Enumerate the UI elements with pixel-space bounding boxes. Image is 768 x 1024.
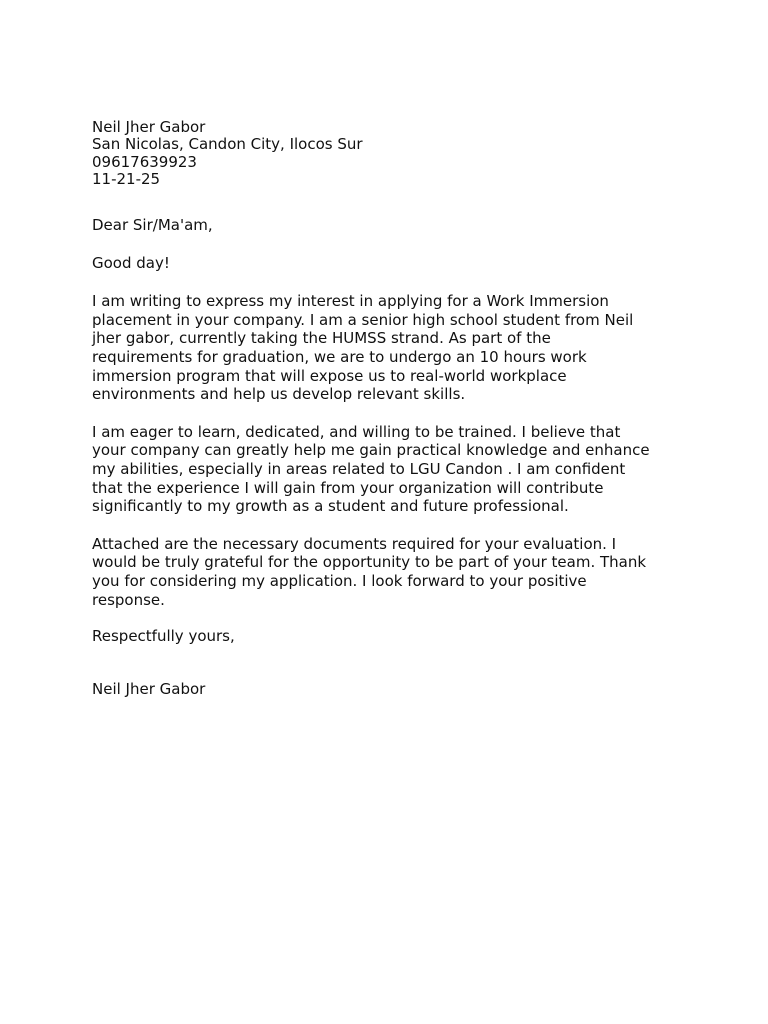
paragraph-line: you for considering my application. I look forward to your positive bbox=[92, 571, 587, 590]
paragraph-line: I am writing to express my interest in applying for a Work Immersion bbox=[92, 292, 609, 311]
sender-name: Neil Jher Gabor bbox=[92, 118, 206, 136]
paragraph-line: environments and help us develop relevant skills. bbox=[92, 385, 466, 404]
greeting: Good day! bbox=[92, 253, 170, 272]
salutation: Dear Sir/Ma'am, bbox=[92, 216, 213, 235]
signature-name: Neil Jher Gabor bbox=[92, 679, 206, 698]
paragraph-line: immersion program that will expose us to real-world workplace bbox=[92, 366, 567, 385]
paragraph-line: would be truly grateful for the opportunity to be part of your team. Thank bbox=[92, 553, 647, 572]
sender-block bbox=[92, 119, 682, 188]
paragraph-line: Attached are the necessary documents required for your evaluation. I bbox=[92, 534, 617, 553]
sender-address: San Nicolas, Candon City, Ilocos Sur bbox=[92, 135, 363, 154]
paragraph-1 bbox=[92, 292, 682, 404]
letter-date: 11-21-25 bbox=[92, 169, 161, 188]
closing: Respectfully yours, bbox=[92, 627, 235, 646]
paragraph-line: significantly to my growth as a student and future professional. bbox=[92, 497, 569, 516]
paragraph-line: your company can greatly help me gain practical knowledge and enhance bbox=[92, 441, 650, 460]
paragraph-line: that the experience I will gain from your organization will contribute bbox=[92, 478, 604, 497]
paragraph-line: my abilities, especially in areas related to LGU Candon . I am confident bbox=[92, 459, 626, 478]
letter-body bbox=[92, 119, 682, 698]
paragraph-line: jher gabor, currently taking the HUMSS strand. As part of the bbox=[92, 329, 551, 348]
paragraph-line: requirements for graduation, we are to undergo an 10 hours work bbox=[92, 347, 587, 366]
paragraph-line: placement in your company. I am a senior high school student from Neil bbox=[92, 310, 634, 329]
paragraph-line: response. bbox=[92, 590, 165, 609]
sender-phone: 09617639923 bbox=[92, 152, 197, 171]
paragraph-3 bbox=[92, 535, 682, 609]
paragraph-2 bbox=[92, 423, 682, 516]
paragraph-line: I am eager to learn, dedicated, and willing to be trained. I believe that bbox=[92, 422, 621, 441]
